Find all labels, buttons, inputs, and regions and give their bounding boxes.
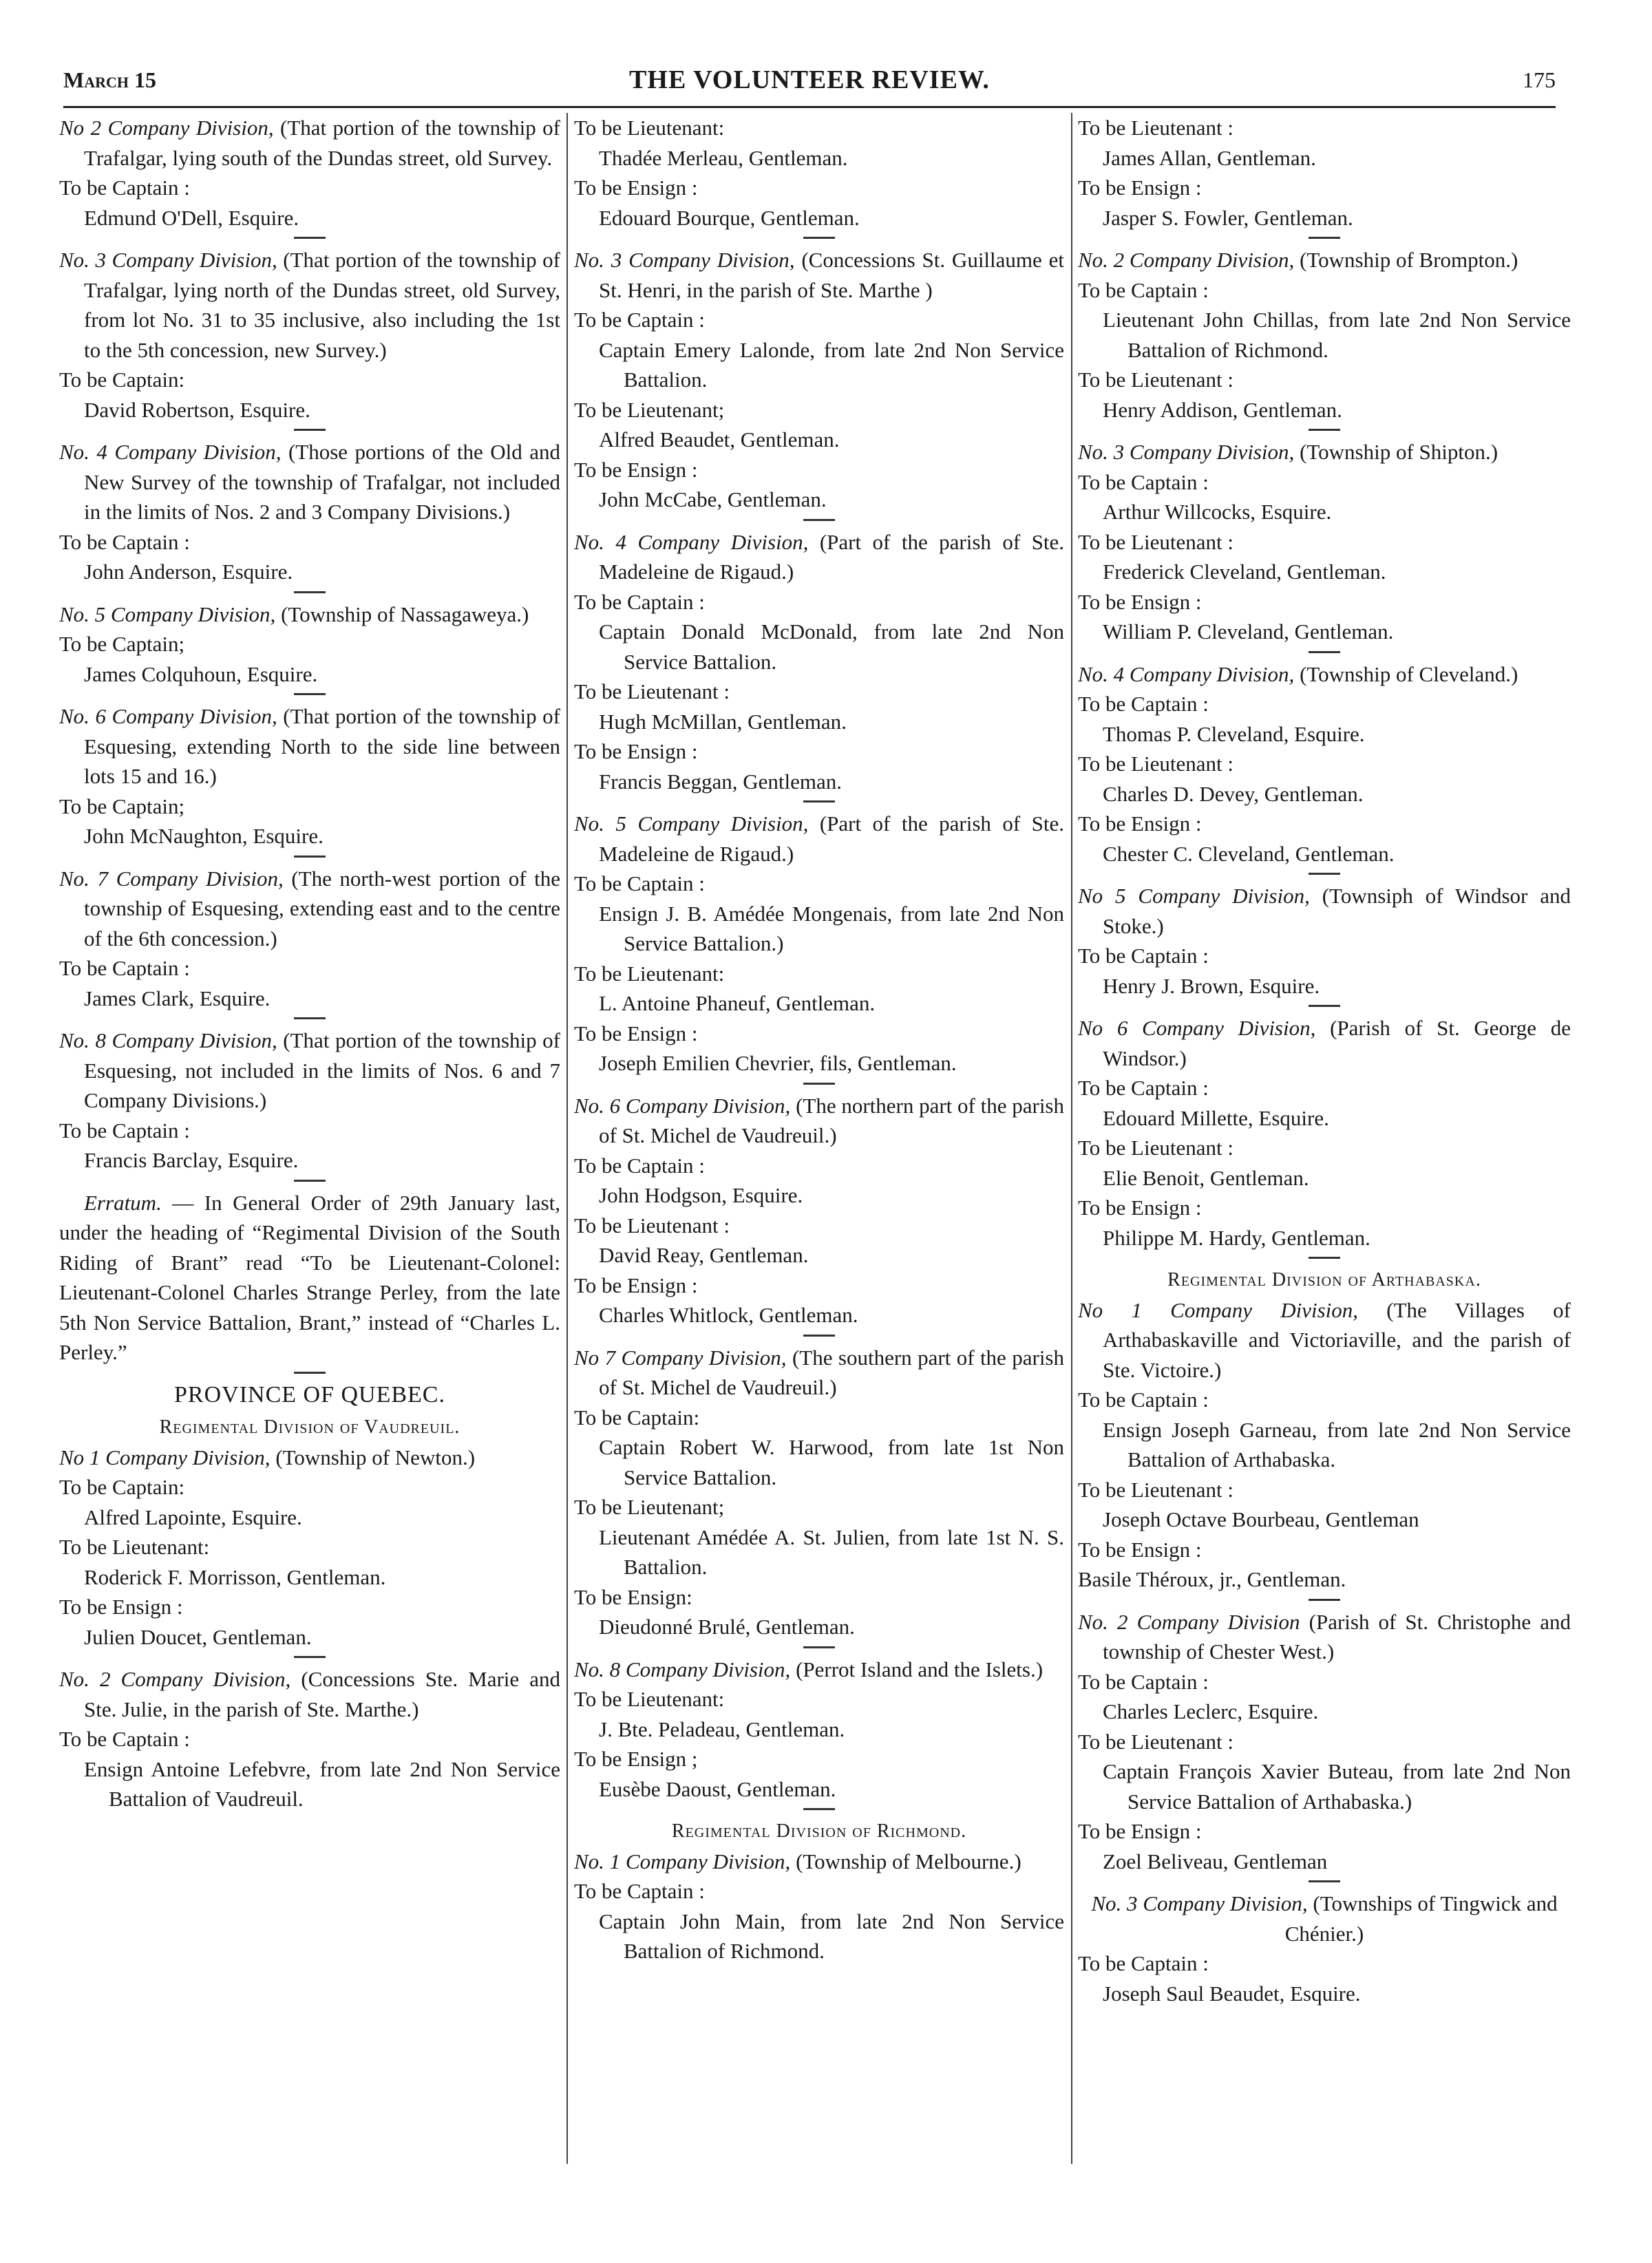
appointment-label: To be Ensign : xyxy=(1078,1196,1202,1220)
appointment-label: To be Lieutenant: xyxy=(574,961,725,986)
appointee-name: Hugh McMillan, Gentleman. xyxy=(599,709,847,734)
appointee-name: Francis Beggan, Gentleman. xyxy=(599,769,842,794)
page-header xyxy=(63,65,1556,108)
company-division-heading: No 1 Company Division, (Township of Newton.) xyxy=(59,1445,476,1469)
appointee-name: L. Antoine Phaneuf, Gentleman. xyxy=(599,991,876,1015)
company-division-heading: No. 4 Company Division, (Part of the parish of Ste. Madeleine de Rigaud.) xyxy=(574,529,1064,584)
erratum-note: Erratum. — In General Order of 29th January last, under the heading of “Regimental Division of the South Riding of Brant” read “To be Lieutenant-Colonel: Lieutenant-Colonel Charles Strange Perley, from the late 5th Non Service Battalion, Brant,” instead of “Charles L. Perley.” xyxy=(59,1190,560,1364)
appointee-name: Jasper S. Fowler, Gentleman. xyxy=(1103,205,1353,230)
section-dash xyxy=(803,519,835,521)
section-dash xyxy=(803,1335,835,1337)
section-dash xyxy=(803,1083,835,1085)
header-title: THE VOLUNTEER REVIEW. xyxy=(629,65,990,94)
appointee-name: Captain John Main, from late 2nd Non Service Battalion of Richmond. xyxy=(599,1909,1064,1963)
company-division-heading: No 2 Company Division, (That portion of the township of Trafalgar, lying south of the Dundas street, old Survey. xyxy=(59,116,560,170)
appointment-label: To be Captain : xyxy=(1078,1951,1209,1975)
appointee-name: Charles D. Devey, Gentleman. xyxy=(1103,781,1364,806)
section-dash xyxy=(803,1808,835,1810)
appointee-name: Edmund O'Dell, Esquire. xyxy=(84,205,299,230)
company-division-heading: No. 2 Company Division (Parish of St. Christophe and township of Chester West.) xyxy=(1078,1609,1571,1664)
regimental-division-heading: Regimental Division of Richmond. xyxy=(671,1820,967,1842)
appointment-label: To be Lieutenant : xyxy=(1078,368,1233,392)
appointee-name: James Colquhoun, Esquire. xyxy=(84,661,318,686)
appointment-label: To be Captain; xyxy=(59,794,185,818)
appointee-name: David Robertson, Esquire. xyxy=(84,397,310,422)
appointee-name: Chester C. Cleveland, Gentleman. xyxy=(1103,841,1395,866)
appointment-label: To be Captain : xyxy=(1078,692,1209,716)
company-division-heading: No 6 Company Division, (Parish of St. George de Windsor.) xyxy=(1078,1016,1571,1070)
company-division-heading: No. 2 Company Division, (Township of Brompton.) xyxy=(1078,248,1518,272)
appointee-name: James Allan, Gentleman. xyxy=(1103,145,1316,170)
company-division-heading: No. 3 Company Division, (Townships of Tingwick and Chénier.) xyxy=(1091,1891,1558,1946)
appointment-label: To be Ensign : xyxy=(1078,589,1202,614)
appointment-label: To be Captain : xyxy=(59,529,190,554)
appointee-name: Philippe M. Hardy, Gentleman. xyxy=(1103,1225,1370,1250)
appointee-name: Lieutenant John Chillas, from late 2nd Non Service Battalion of Richmond. xyxy=(1103,308,1571,362)
appointee-name: Francis Barclay, Esquire. xyxy=(84,1148,299,1172)
section-dash xyxy=(294,1180,326,1182)
appointment-label: To be Captain : xyxy=(1078,944,1209,968)
appointee-name: Arthur Willcocks, Esquire. xyxy=(1103,500,1332,524)
appointment-label: To be Lieutenant : xyxy=(1078,529,1233,554)
appointee-name: Captain Robert W. Harwood, from late 1st Non Service Battalion. xyxy=(599,1435,1064,1489)
appointee-name: John McCabe, Gentleman. xyxy=(599,487,827,511)
column-2 xyxy=(574,113,1064,2178)
appointment-label: To be Captain : xyxy=(59,1118,190,1143)
company-division-heading: No. 3 Company Division, (Concessions St. Guillaume et St. Henri, in the parish of Ste. Marthe ) xyxy=(574,248,1064,302)
appointee-name: Thadée Merleau, Gentleman. xyxy=(599,145,848,170)
regimental-division-heading: Regimental Division of Arthabaska. xyxy=(1167,1269,1481,1290)
column-rule-1 xyxy=(566,113,568,2164)
appointment-label: To be Lieutenant : xyxy=(574,1213,730,1237)
appointee-name: Ensign Antoine Lefebvre, from late 2nd Non Service Battalion of Vaudreuil. xyxy=(84,1756,560,1811)
appointment-label: To be Captain : xyxy=(574,308,705,332)
appointment-label: To be Captain : xyxy=(59,1727,190,1751)
company-division-heading: No. 4 Company Division, (Township of Cleveland.) xyxy=(1078,661,1518,686)
company-division-heading: No. 4 Company Division, (Those portions of the Old and New Survey of the township of Trafalgar, not included in the limits of Nos. 2 and 3 Company Divisions.) xyxy=(59,440,560,524)
appointment-label: To be Captain: xyxy=(59,1475,185,1499)
appointment-label: To be Captain : xyxy=(1078,277,1209,302)
column-rule-2 xyxy=(1071,113,1072,2164)
section-dash xyxy=(1309,1005,1340,1007)
appointment-label: To be Ensign : xyxy=(574,1021,698,1045)
regimental-division-heading: Regimental Division of Vaudreuil. xyxy=(159,1416,460,1438)
appointee-name: J. Bte. Peladeau, Gentleman. xyxy=(599,1717,845,1741)
appointment-label: To be Captain; xyxy=(59,632,185,656)
appointee-name: Charles Leclerc, Esquire. xyxy=(1103,1699,1319,1723)
company-division-heading: No. 6 Company Division, (That portion of the township of Esquesing, extending North to the side line between lots 15 and 16.) xyxy=(59,704,560,788)
company-division-heading: No. 1 Company Division, (Township of Melbourne.) xyxy=(574,1849,1021,1873)
appointment-label: To be Captain : xyxy=(574,1153,705,1178)
appointee-name: Captain Donald McDonald, from late 2nd Non Service Battalion. xyxy=(599,619,1064,674)
appointee-name: James Clark, Esquire. xyxy=(84,986,271,1010)
appointment-label: To be Lieutenant: xyxy=(574,116,725,140)
appointment-label: To be Captain : xyxy=(1078,469,1209,494)
section-dash xyxy=(1309,237,1340,239)
company-division-heading: No 5 Company Division, (Townsiph of Windsor and Stoke.) xyxy=(1078,884,1571,938)
header-page-number: 175 xyxy=(1523,67,1556,92)
appointment-label: To be Captain : xyxy=(59,956,190,980)
appointment-label: To be Captain : xyxy=(574,1879,705,1903)
section-dash xyxy=(803,1646,835,1648)
appointee-name: David Reay, Gentleman. xyxy=(599,1243,809,1267)
appointee-name: John McNaughton, Esquire. xyxy=(84,824,324,848)
section-dash xyxy=(294,693,326,695)
appointee-name: William P. Cleveland, Gentleman. xyxy=(1103,619,1394,644)
appointment-label: To be Ensign: xyxy=(574,1584,692,1609)
section-dash xyxy=(294,1017,326,1019)
company-division-heading: No. 5 Company Division, (Township of Nassagaweya.) xyxy=(59,602,529,626)
appointment-label: To be Captain : xyxy=(1078,1669,1209,1694)
appointee-name: Charles Whitlock, Gentleman. xyxy=(599,1303,858,1327)
section-dash xyxy=(1309,1599,1340,1601)
appointment-label: To be Lieutenant : xyxy=(1078,1729,1233,1754)
appointment-label: To be Ensign : xyxy=(574,176,698,200)
appointee-name: Dieudonné Brulé, Gentleman. xyxy=(599,1615,855,1639)
appointee-name: Henry Addison, Gentleman. xyxy=(1103,397,1342,422)
appointee-name: Frederick Cleveland, Gentleman. xyxy=(1103,560,1386,584)
column-3 xyxy=(1078,113,1571,2178)
appointee-name: Edouard Bourque, Gentleman. xyxy=(599,205,860,230)
appointee-name: Captain Emery Lalonde, from late 2nd Non Service Battalion. xyxy=(599,337,1064,392)
appointee-name: Roderick F. Morrisson, Gentleman. xyxy=(84,1564,386,1589)
section-dash xyxy=(294,591,326,593)
appointment-label: To be Lieutenant : xyxy=(1078,1136,1233,1160)
appointment-label: To be Lieutenant; xyxy=(574,397,725,422)
appointment-label: To be Captain : xyxy=(1078,1388,1209,1412)
appointee-name: Thomas P. Cleveland, Esquire. xyxy=(1103,721,1365,746)
company-division-heading: No. 5 Company Division, (Part of the parish of Ste. Madeleine de Rigaud.) xyxy=(574,811,1064,866)
column-1 xyxy=(59,113,560,2178)
company-division-heading: No. 2 Company Division, (Concessions Ste. Marie and Ste. Julie, in the parish of Ste. Marthe.) xyxy=(59,1667,560,1721)
appointee-name: Lieutenant Amédée A. St. Julien, from late 1st N. S. Battalion. xyxy=(599,1524,1064,1579)
header-date: March 15 xyxy=(63,67,156,92)
section-dash xyxy=(803,237,835,239)
appointment-label: To be Lieutenant : xyxy=(1078,752,1233,776)
appointee-name: Joseph Saul Beaudet, Esquire. xyxy=(1103,1981,1361,2006)
appointee-name: Henry J. Brown, Esquire. xyxy=(1103,973,1320,998)
appointment-label: To be Lieutenant; xyxy=(574,1495,725,1519)
appointee-name: Edouard Millette, Esquire. xyxy=(1103,1105,1329,1130)
appointment-label: To be Captain : xyxy=(1078,1076,1209,1100)
province-heading: PROVINCE OF QUEBEC. xyxy=(174,1381,445,1407)
appointment-label: To be Captain : xyxy=(574,589,705,614)
appointment-label: To be Ensign : xyxy=(574,457,698,482)
appointment-label: To be Lieutenant: xyxy=(574,1687,725,1711)
section-dash xyxy=(294,429,326,431)
section-dash xyxy=(294,1372,326,1374)
appointee-name: Julien Doucet, Gentleman. xyxy=(84,1624,312,1649)
appointment-label: To be Lieutenant: xyxy=(59,1535,210,1559)
section-dash xyxy=(1309,1257,1340,1259)
appointment-label: To be Ensign : xyxy=(1078,811,1202,836)
appointment-label: To be Ensign : xyxy=(574,1273,698,1297)
section-dash xyxy=(1309,429,1340,431)
appointment-label: To be Ensign : xyxy=(1078,1819,1202,1843)
appointee-name: Basile Théroux, jr., Gentleman. xyxy=(1078,1567,1346,1591)
appointment-label: To be Ensign : xyxy=(574,739,698,763)
company-division-heading: No. 8 Company Division, (Perrot Island and the Islets.) xyxy=(574,1657,1044,1681)
appointment-label: To be Ensign : xyxy=(1078,176,1202,200)
company-division-heading: No. 3 Company Division, (Township of Shipton.) xyxy=(1078,440,1499,464)
section-dash xyxy=(1309,651,1340,653)
appointment-label: To be Lieutenant : xyxy=(1078,1477,1233,1502)
section-dash xyxy=(294,1656,326,1658)
company-division-heading: No. 8 Company Division, (That portion of the township of Esquesing, not included in the limits of Nos. 6 and 7 Company Divisions.) xyxy=(59,1028,560,1112)
appointment-label: To be Ensign ; xyxy=(574,1747,698,1771)
appointment-label: To be Captain: xyxy=(574,1405,700,1430)
section-dash xyxy=(803,800,835,803)
company-division-heading: No. 3 Company Division, (That portion of the township of Trafalgar, lying north of the Dundas street, old Survey, from lot No. 31 to 35 inclusive, also including the 1st to the 5th concession, new Survey.) xyxy=(59,248,560,362)
appointee-name: Zoel Beliveau, Gentleman xyxy=(1103,1849,1328,1873)
appointee-name: John Anderson, Esquire. xyxy=(84,560,293,584)
appointment-label: To be Lieutenant : xyxy=(574,679,730,703)
company-division-heading: No. 7 Company Division, (The north-west portion of the township of Esquesing, extending east and to the centre of the 6th concession.) xyxy=(59,866,560,950)
appointee-name: Ensign Joseph Garneau, from late 2nd Non Service Battalion of Arthabaska. xyxy=(1103,1417,1571,1472)
section-dash xyxy=(1309,1880,1340,1882)
appointment-label: To be Ensign : xyxy=(59,1595,183,1619)
appointment-label: To be Captain: xyxy=(59,368,185,392)
section-dash xyxy=(294,856,326,858)
appointment-label: To be Captain : xyxy=(574,871,705,895)
appointee-name: Captain François Xavier Buteau, from late 2nd Non Service Battalion of Arthabaska.) xyxy=(1103,1759,1571,1814)
appointee-name: Elie Benoit, Gentleman. xyxy=(1103,1165,1309,1190)
appointee-name: Alfred Lapointe, Esquire. xyxy=(84,1505,302,1529)
appointee-name: Joseph Octave Bourbeau, Gentleman xyxy=(1103,1507,1419,1531)
appointee-name: Joseph Emilien Chevrier, fils, Gentleman. xyxy=(599,1051,957,1075)
company-division-heading: No. 6 Company Division, (The northern part of the parish of St. Michel de Vaudreuil.) xyxy=(574,1093,1064,1147)
appointee-name: Ensign J. B. Amédée Mongenais, from late 2nd Non Service Battalion.) xyxy=(599,901,1064,955)
section-dash xyxy=(294,237,326,239)
company-division-heading: No 1 Company Division, (The Villages of Arthabaskaville and Victoriaville, and the parish of Ste. Victoire.) xyxy=(1078,1297,1571,1382)
appointee-name: Alfred Beaudet, Gentleman. xyxy=(599,427,840,451)
appointee-name: Eusèbe Daoust, Gentleman. xyxy=(599,1776,836,1801)
appointment-label: To be Captain : xyxy=(59,176,190,200)
appointee-name: John Hodgson, Esquire. xyxy=(599,1183,803,1207)
company-division-heading: No 7 Company Division, (The southern part of the parish of St. Michel de Vaudreuil.) xyxy=(574,1345,1064,1399)
appointment-label: To be Lieutenant : xyxy=(1078,116,1233,140)
section-dash xyxy=(1309,873,1340,875)
appointment-label: To be Ensign : xyxy=(1078,1537,1202,1562)
